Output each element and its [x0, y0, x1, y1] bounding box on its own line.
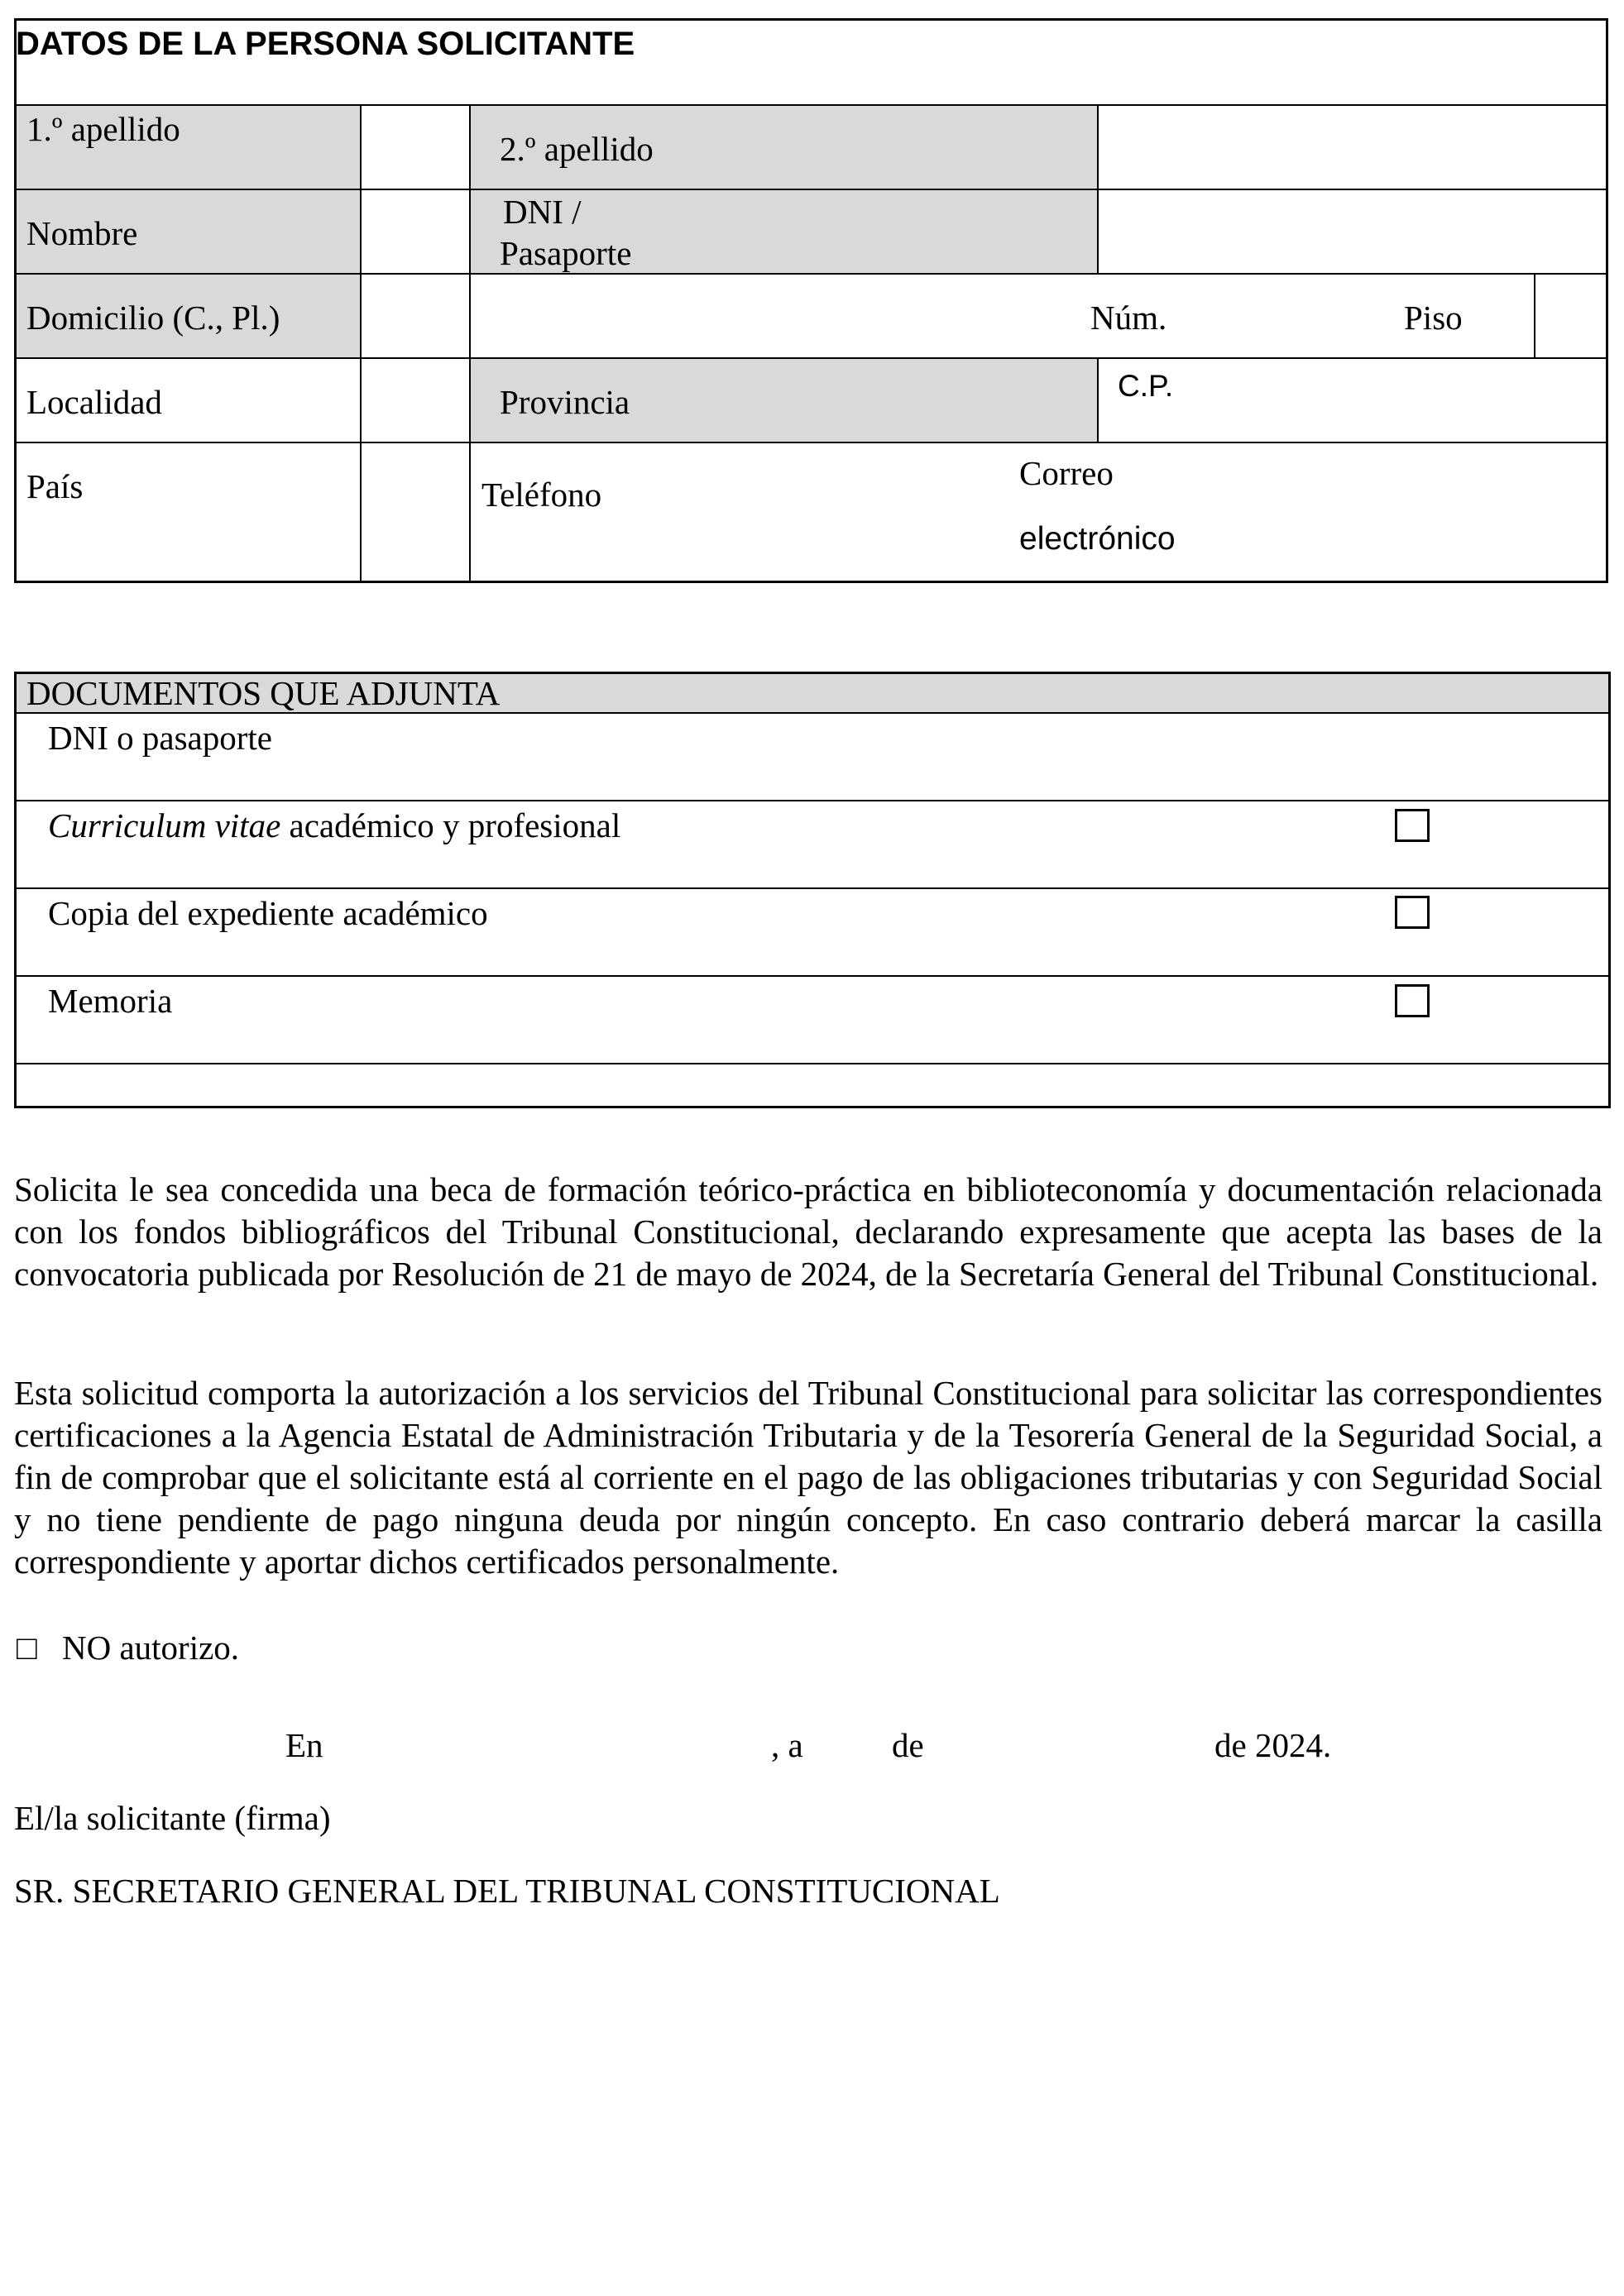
applicant-section-title: DATOS DE LA PERSONA SOLICITANTE — [16, 26, 635, 62]
place-en-label: En — [285, 1726, 323, 1764]
doc-cv-label: Curriculum vitae académico y profesional — [48, 806, 621, 844]
dni-field[interactable] — [1099, 190, 1606, 273]
place-field[interactable] — [347, 1724, 769, 1766]
doc-dni-label: DNI o pasaporte — [48, 719, 272, 757]
localidad-label: Localidad — [26, 383, 162, 421]
provincia-label: Provincia — [500, 383, 630, 421]
dni-label-line1: DNI / — [503, 193, 582, 231]
apellido2-label: 2.º apellido — [500, 130, 654, 168]
authorization-paragraph: Esta solicitud comporta la autorización a los servicios del Tribunal Constitucional para solicitar las correspondientes certificaciones a la Agencia Estatal de Administración Tributaria y de la Tesorería General de la Seguridad Social, a fin de comprobar que el solicitante está al corriente en el pago de las obligaciones tributarias y con Seguridad Social y no tiene pendiente de pago ninguna deuda por ningún concepto. En caso contrario deberá marcar la casilla correspondiente y aportar dichos certificados personalmente. — [14, 1374, 1602, 1581]
addressee-label: SR. SECRETARIO GENERAL DEL TRIBUNAL CONSTITUCIONAL — [14, 1872, 1000, 1910]
num-label: Núm. — [1090, 299, 1167, 337]
year-label: de 2024. — [1214, 1726, 1332, 1764]
correo-label-line2: electrónico — [1019, 521, 1176, 557]
date-a-label: , a — [771, 1726, 803, 1764]
doc-expediente-label: Copia del expediente académico — [48, 894, 488, 932]
cv-checkbox[interactable] — [1395, 809, 1430, 842]
month-field[interactable] — [939, 1724, 1212, 1766]
documents-section-title: DOCUMENTOS QUE ADJUNTA — [26, 674, 501, 712]
request-paragraph: Solicita le sea concedida una beca de formación teórico-práctica en biblioteconomía y documentación relacionada con los fondos bibliográficos del Tribunal Constitucional, declarando expresamente que acepta las bases de la convocatoria publicada por Resolución de 21 de mayo de 2024, de la Secretaría General del Tribunal Constitucional. — [14, 1170, 1602, 1293]
memoria-checkbox[interactable] — [1395, 984, 1430, 1017]
signature-label: El/la solicitante (firma) — [14, 1799, 331, 1837]
nombre-field[interactable] — [362, 190, 469, 273]
correo-label-line1: Correo — [1019, 454, 1114, 492]
localidad-field[interactable] — [362, 359, 469, 442]
telefono-label: Teléfono — [481, 476, 602, 514]
dni-label-line2: Pasaporte — [500, 234, 632, 272]
nombre-label: Nombre — [26, 214, 138, 252]
apellido1-label: 1.º apellido — [26, 110, 180, 148]
piso-field[interactable] — [1535, 275, 1606, 357]
expediente-checkbox[interactable] — [1395, 896, 1430, 929]
doc-memoria-label: Memoria — [48, 982, 173, 1020]
no-autorizo-label: NO autorizo. — [62, 1629, 240, 1667]
domicilio-label: Domicilio (C., Pl.) — [26, 299, 280, 337]
cp-label: C.P. — [1118, 369, 1174, 403]
apellido1-field[interactable] — [362, 106, 469, 189]
date-de-label: de — [892, 1726, 924, 1764]
no-autorizo-checkbox[interactable]: □ — [17, 1629, 37, 1667]
pais-field[interactable] — [362, 443, 469, 581]
domicilio-field[interactable] — [362, 275, 469, 357]
day-field[interactable] — [819, 1724, 889, 1766]
apellido2-field[interactable] — [1099, 106, 1606, 189]
pais-label: País — [26, 467, 84, 505]
piso-label: Piso — [1404, 299, 1463, 337]
